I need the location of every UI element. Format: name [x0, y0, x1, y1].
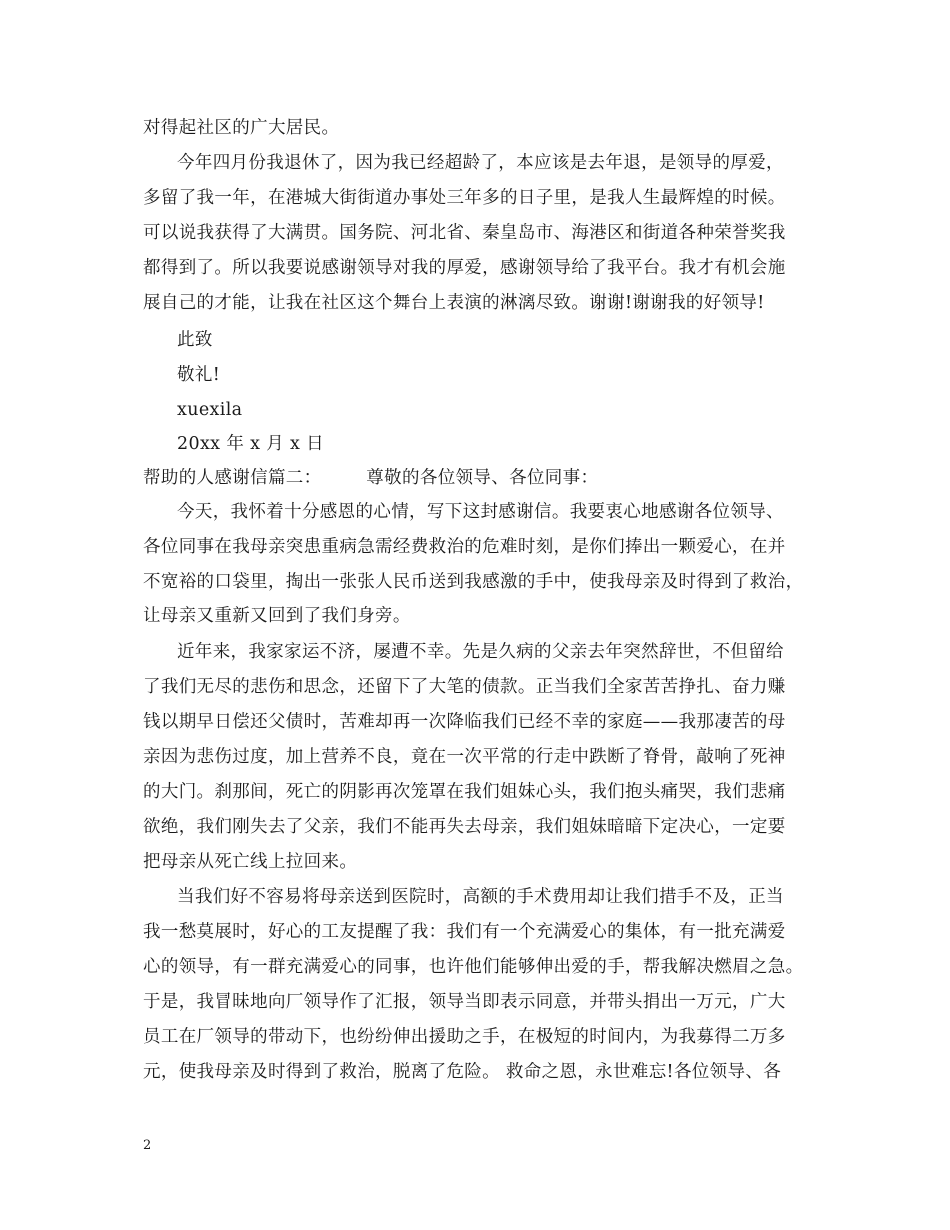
- text-line: 展自己的才能，让我在社区这个舞台上表演的淋漓尽致。谢谢!谢谢我的好领导!: [143, 293, 765, 313]
- text-line: 让母亲又重新又回到了我们身旁。: [143, 606, 411, 626]
- text-line: 今天，我怀着十分感恩的心情，写下这封感谢信。我要衷心地感谢各位领导、: [177, 502, 784, 522]
- text-line: 的大门。刹那间，死亡的阴影再次笼罩在我们姐妹心头，我们抱头痛哭，我们悲痛: [143, 782, 786, 802]
- text-line: 近年来，我家家运不济，屡遭不幸。先是久病的父亲去年突然辞世，不但留给: [177, 642, 784, 662]
- text-line: 我一愁莫展时，好心的工友提醒了我：我们有一个充满爱心的集体，有一批充满爱: [143, 922, 786, 942]
- text-line: 于是，我冒昧地向厂领导作了汇报，领导当即表示同意，并带头捐出一万元，广大: [143, 992, 786, 1012]
- text-line: 员工在厂领导的带动下，也纷纷伸出援助之手，在极短的时间内，为我募得二万多: [143, 1027, 786, 1047]
- signature-line: xuexila: [177, 400, 243, 420]
- text-line: 不宽裕的口袋里，掏出一张张人民币送到我感激的手中，使我母亲及时得到了救治，: [143, 572, 804, 592]
- text-line: 钱以期早日偿还父债时，苦难却再一次降临我们已经不幸的家庭——我那凄苦的母: [143, 712, 786, 732]
- text-line: 心的领导，有一群充满爱心的同事，也许他们能够伸出爱的手，帮我解决燃眉之急。: [143, 957, 804, 977]
- text-line: 可以说我获得了大满贯。国务院、河北省、秦皇岛市、海港区和街道各种荣誉奖我: [143, 223, 786, 243]
- text-line: 把母亲从死亡线上拉回来。: [143, 852, 358, 872]
- text-line: 元，使我母亲及时得到了救治，脱离了危险。 救命之恩，永世难忘!各位领导、各: [143, 1062, 782, 1082]
- text-line: 当我们好不容易将母亲送到医院时，高额的手术费用却让我们措手不及，正当: [177, 887, 784, 907]
- text-line: 多留了我一年，在港城大街街道办事处三年多的日子里，是我人生最辉煌的时候。: [143, 188, 786, 208]
- text-line: 各位同事在我母亲突患重病急需经费救治的危难时刻，是你们捧出一颗爱心，在并: [143, 537, 786, 557]
- text-line: 都得到了。所以我要说感谢领导对我的厚爱，感谢领导给了我平台。我才有机会施: [143, 258, 786, 278]
- text-line: 对得起社区的广大居民。: [143, 118, 340, 138]
- text-line: 了我们无尽的悲伤和思念，还留下了大笔的债款。正当我们全家苦苦挣扎、奋力赚: [143, 677, 786, 697]
- text-line: 亲因为悲伤过度，加上营养不良，竟在一次平常的行走中跌断了脊骨，敲响了死神: [143, 747, 786, 767]
- page-number: 2: [143, 1138, 152, 1153]
- date-line: 20xx 年 x 月 x 日: [177, 434, 324, 454]
- text-line: 欲绝，我们刚失去了父亲，我们不能再失去母亲，我们姐妹暗暗下定决心，一定要: [143, 817, 786, 837]
- text-line: 今年四月份我退休了，因为我已经超龄了，本应该是去年退，是领导的厚爱，: [177, 153, 784, 173]
- closing-line: 此致: [177, 330, 213, 350]
- salutation-line: 敬礼!: [177, 365, 221, 385]
- section-heading: 帮助的人感谢信篇二： 尊敬的各位领导、各位同事：: [143, 468, 599, 488]
